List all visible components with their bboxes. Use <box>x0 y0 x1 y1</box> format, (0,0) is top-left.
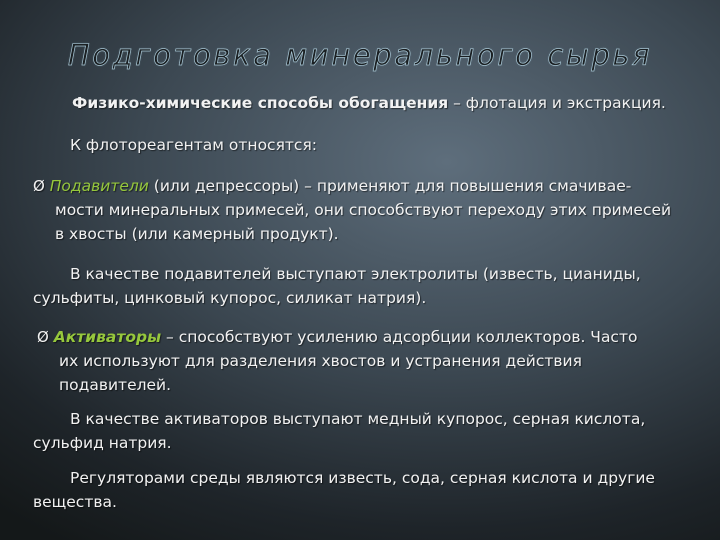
bullet-2-line-3: подавителей. <box>59 376 172 394</box>
intro-bold-text: Физико-химические способы обогащения <box>72 94 449 112</box>
para-activators-line-1: В качестве активаторов выступают медный купорос, серная кислота, <box>70 410 646 428</box>
reagents-lead-text: К флотореагентам относятся: <box>70 136 317 154</box>
bullet-arrow-icon: Ø <box>37 328 49 346</box>
bullet-1-line-1 <box>33 177 631 195</box>
slide-title: Подготовка минерального сырья <box>67 38 653 72</box>
bullet-2-line-1 <box>37 328 637 346</box>
bullet-1-text-1: (или депрессоры) – применяют для повышения смачивае- <box>148 177 632 195</box>
bullet-1-line-3: в хвосты (или камерный продукт). <box>55 225 339 243</box>
bullet-2-line-2: их используют для разделения хвостов и устранения действия <box>59 352 582 370</box>
intro-rest-text: – флотация и экстракция. <box>448 94 666 112</box>
bullet-arrow-icon: Ø <box>33 177 45 195</box>
para-activators-line-2: сульфид натрия. <box>33 434 172 452</box>
bullet-2-text-1: – способствуют усилению адсорбции коллекторов. Часто <box>161 328 638 346</box>
para-depressants-line-1: В качестве подавителей выступают электролиты (известь, цианиды, <box>70 265 641 283</box>
term-activators: Активаторы <box>53 328 162 346</box>
term-depressants: Подавители <box>49 177 149 195</box>
para-depressants-line-2: сульфиты, цинковый купорос, силикат натрия). <box>33 289 427 307</box>
para-regulators-line-1: Регуляторами среды являются известь, сода, серная кислота и другие <box>70 469 655 487</box>
bullet-1-line-2: мости минеральных примесей, они способствуют переходу этих примесей <box>55 201 672 219</box>
intro-line <box>72 94 666 112</box>
para-regulators-line-2: вещества. <box>33 493 117 511</box>
